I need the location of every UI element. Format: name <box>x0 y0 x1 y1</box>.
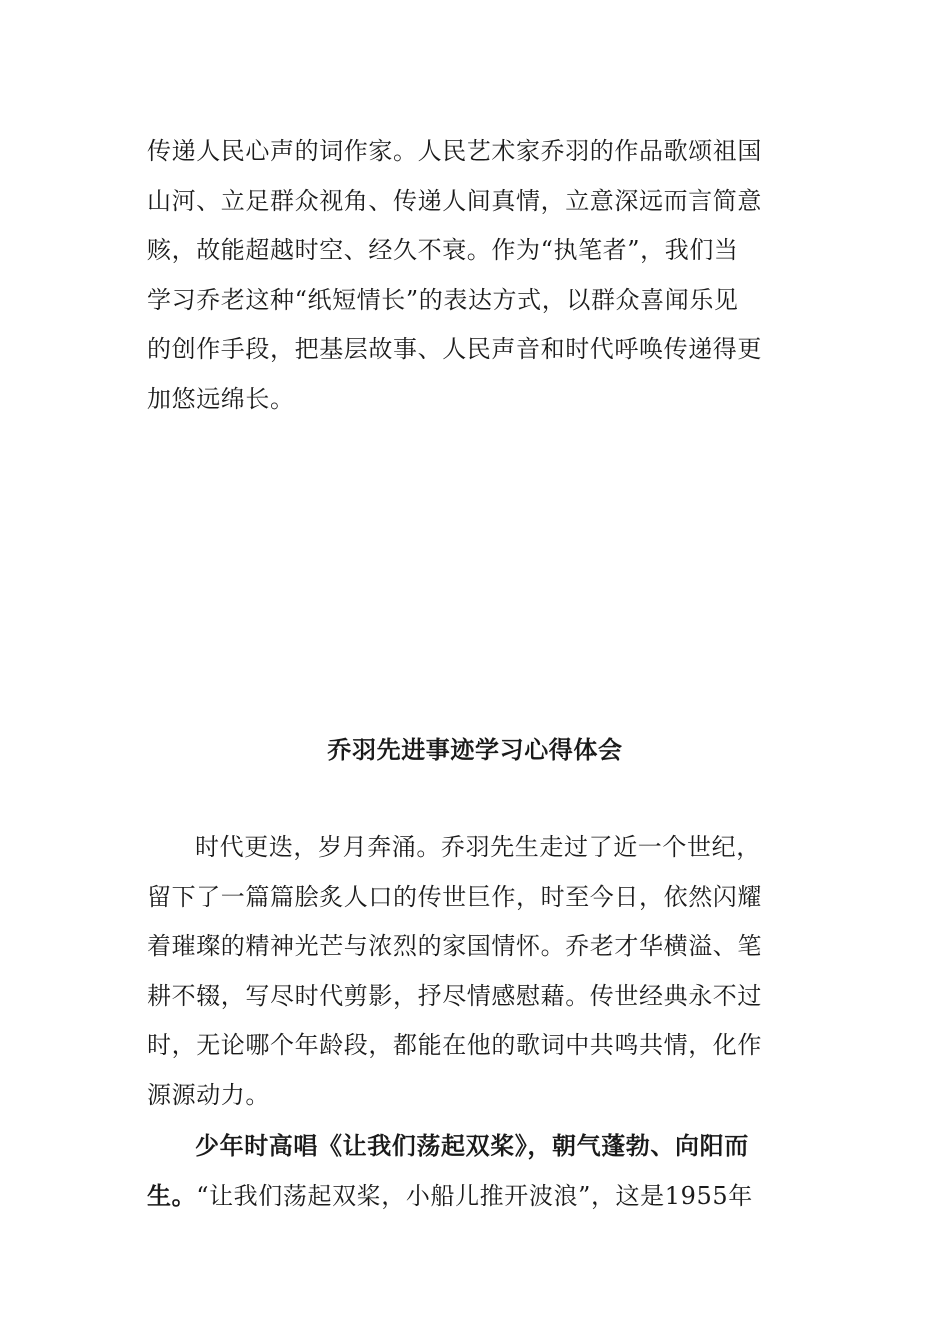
text-line: 源源动力。 <box>147 1080 270 1109</box>
text-line: 时，无论哪个年龄段，都能在他的歌词中共鸣共情，化作 <box>147 1031 762 1059</box>
article-paragraph-1 <box>147 823 792 1120</box>
continuation-paragraph <box>147 127 792 424</box>
text-line: 赅，故能超越时空、经久不衰。作为“执笔者”，我们当 <box>147 236 739 264</box>
text-line: 学习乔老这种“纸短情长”的表达方式，以群众喜闻乐见 <box>147 285 739 314</box>
text-line: 时代更迭，岁月奔涌。乔羽先生走过了近一个世纪， <box>195 833 761 861</box>
text-line: 耕不辍，写尽时代剪影，抒尽情感慰藉。传世经典永不过 <box>147 981 762 1010</box>
text-line: 山河、立足群众视角、传递人间真情，立意深远而言简意 <box>147 186 762 215</box>
article-paragraph-2 <box>147 1121 792 1220</box>
text-line: 着璀璨的精神光芒与浓烈的家国情怀。乔老才华横溢、笔 <box>147 932 762 960</box>
article-title: 乔羽先进事迹学习心得体会 <box>327 735 623 764</box>
bold-heading-end: 生。 <box>147 1180 197 1210</box>
text-line: 加悠远绵长。 <box>147 384 295 413</box>
bold-heading-line: 少年时高唱《让我们荡起双桨》，朝气蓬勃、向阳而 <box>195 1131 749 1160</box>
text-line: 留下了一篇篇脍炙人口的传世巨作，时至今日，依然闪耀 <box>147 882 762 911</box>
text-run: “让我们荡起双桨，小船儿推开波浪”，这是1955年 <box>196 1181 753 1210</box>
text-line: 传递人民心声的词作家。人民艺术家乔羽的作品歌颂祖国 <box>147 137 762 165</box>
text-line <box>147 1171 792 1221</box>
text-line: 的创作手段，把基层故事、人民声音和时代呼唤传递得更 <box>147 335 762 363</box>
